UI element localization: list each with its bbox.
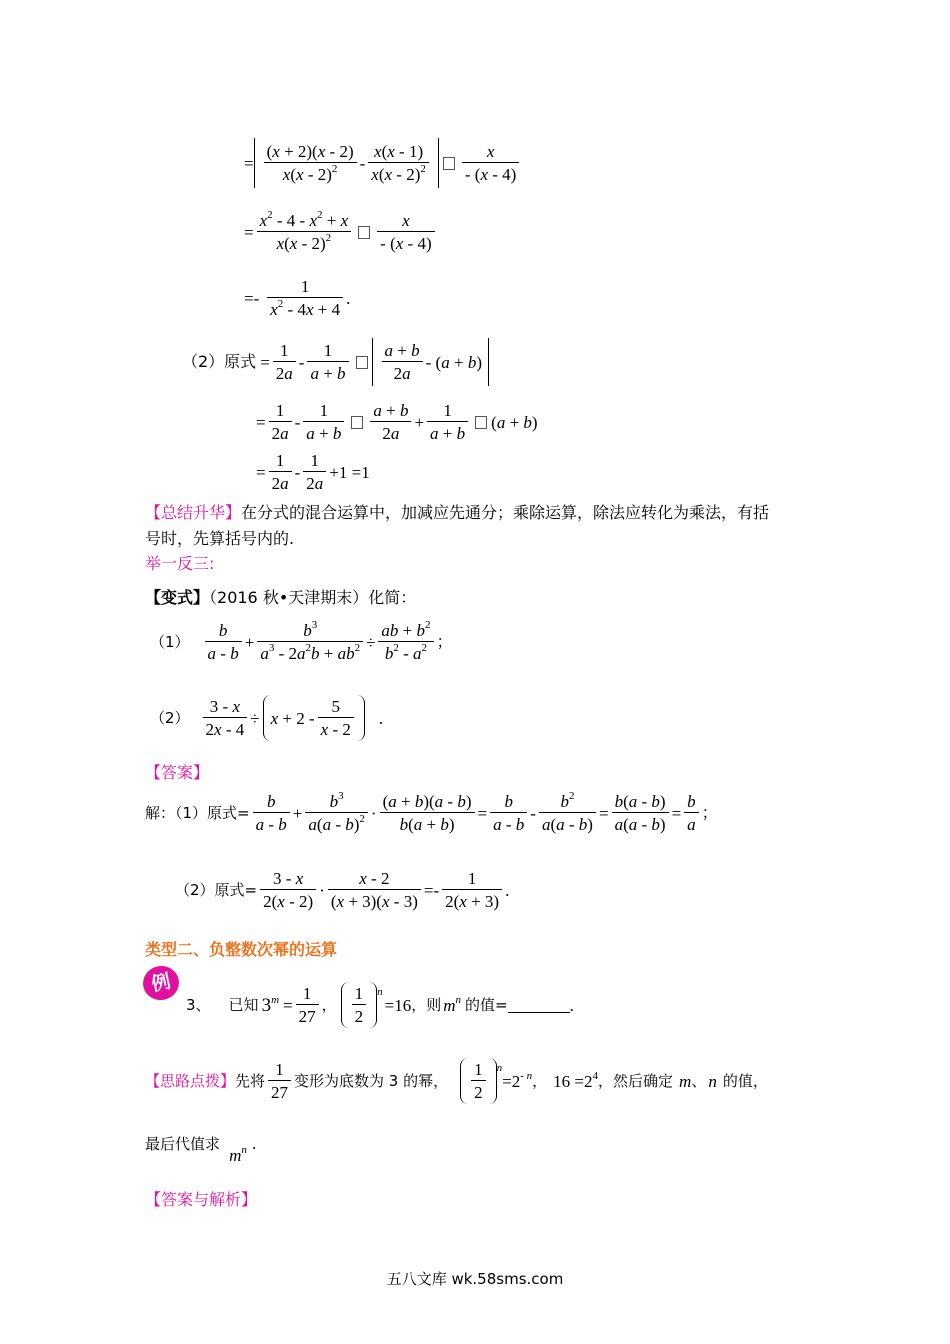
hint-line: 【思路点拨】 先将 $\frac{1}{27}$ 变形为底数为 3 的幂， $\frac{1}{2}$ $^n$ $=2^{- n}$ ， $16 =2^4$ ， 然后确定 m 、 n 的值，	[145, 1060, 768, 1102]
equation-line-1: = $\frac{(x + 2)(x - 2)}{x(x - 2)^2}$ - $\frac{x(x - 1)}{x(x - 2)^2}$ $\frac{x}{- (x - 4)}$	[244, 138, 522, 188]
equation-line-3: =- $\frac{1}{x^2 - 4x + 4}$ .	[244, 277, 351, 319]
part2-line-2: = $\frac{1}{2a}$ - $\frac{1}{a + b}$ $\frac{a + b}{2a}$ + $\frac{1}{a + b}$ (a + b)	[256, 401, 538, 443]
example-badge: 例	[140, 963, 182, 1004]
solution-line-1: 解：（1）原式= $\frac{b}{a - b}$ + $\frac{b^3}{a(a - b)^2}$ · $\frac{(a + b)(a - b)}{b(a + b)}$ = $\frac{b}{a - b}$ - $\frac{b^2}{a(a - b)}$ = $\frac{b(a - b)}{a(a - b)}$ = $\frac{b}{a}$ ；	[145, 790, 718, 834]
hint-line-2: 最后代值求 $m^n$ .	[145, 1134, 257, 1165]
example-3-line: 3、 已知 3$^m$ = $\frac{1}{27}$ ， $\frac{1}{2}$ $^n$ =16 ，则 $m^n$ 的值= .	[186, 984, 574, 1026]
variant-source: （2016 秋•天津期末）化简：	[209, 588, 417, 607]
variant-tag: 【变式】	[145, 588, 210, 607]
type-heading: 类型二、负整数次幂的运算	[145, 940, 338, 959]
summary-text: 在分式的混合运算中，加减应先通分；乘除运算，除法应转化为乘法，有括	[241, 503, 770, 522]
summary-paragraph	[145, 500, 769, 552]
part2-line-1: （2）原式 = $\frac{1}{2a}$ - $\frac{1}{a + b}$ $\frac{a + b}{2a}$ - (a + b)	[182, 338, 489, 386]
missing-glyph-icon	[351, 416, 363, 429]
answer-tag: 【答案】	[145, 763, 210, 782]
answer-analysis-tag: 【答案与解析】	[145, 1190, 258, 1209]
missing-glyph-icon	[443, 157, 455, 170]
answer-blank	[508, 998, 570, 1013]
solution-line-2: （2）原式= $\frac{3 - x}{2(x - 2)}$ · $\frac{x - 2}{(x + 3)(x - 3)}$ =- $\frac{1}{2(x + 3)}$ .	[175, 869, 510, 911]
missing-glyph-icon	[356, 356, 368, 369]
footer-watermark: 五八文库 wk.58sms.com	[386, 1270, 564, 1288]
summary-text-cont: 号时，先算括号内的.	[145, 529, 295, 548]
variant-item-1: （1） $\frac{b}{a - b}$ + $\frac{b^3}{a^3 - 2a^2b + ab^2}$ ÷ $\frac{ab + b^2}{b^2 - a^2}$ ；	[150, 619, 453, 663]
variant-heading	[145, 585, 416, 608]
variant-item-2: （2） $\frac{3 - x}{2x - 4}$ ÷ x + 2 - $\frac{5}{x - 2}$ .	[150, 697, 384, 739]
missing-glyph-icon	[475, 416, 487, 429]
missing-glyph-icon	[358, 226, 370, 239]
analogy-title: 举一反三:	[145, 554, 215, 573]
part2-line-3: = $\frac{1}{2a}$ - $\frac{1}{2a}$ +1 =1	[256, 451, 370, 493]
summary-tag: 【总结升华】	[145, 503, 242, 522]
equation-line-2: = $\frac{x^2 - 4 - x^2 + x}{x(x - 2)^2}$ $\frac{x}{- (x - 4)}$	[244, 212, 438, 252]
